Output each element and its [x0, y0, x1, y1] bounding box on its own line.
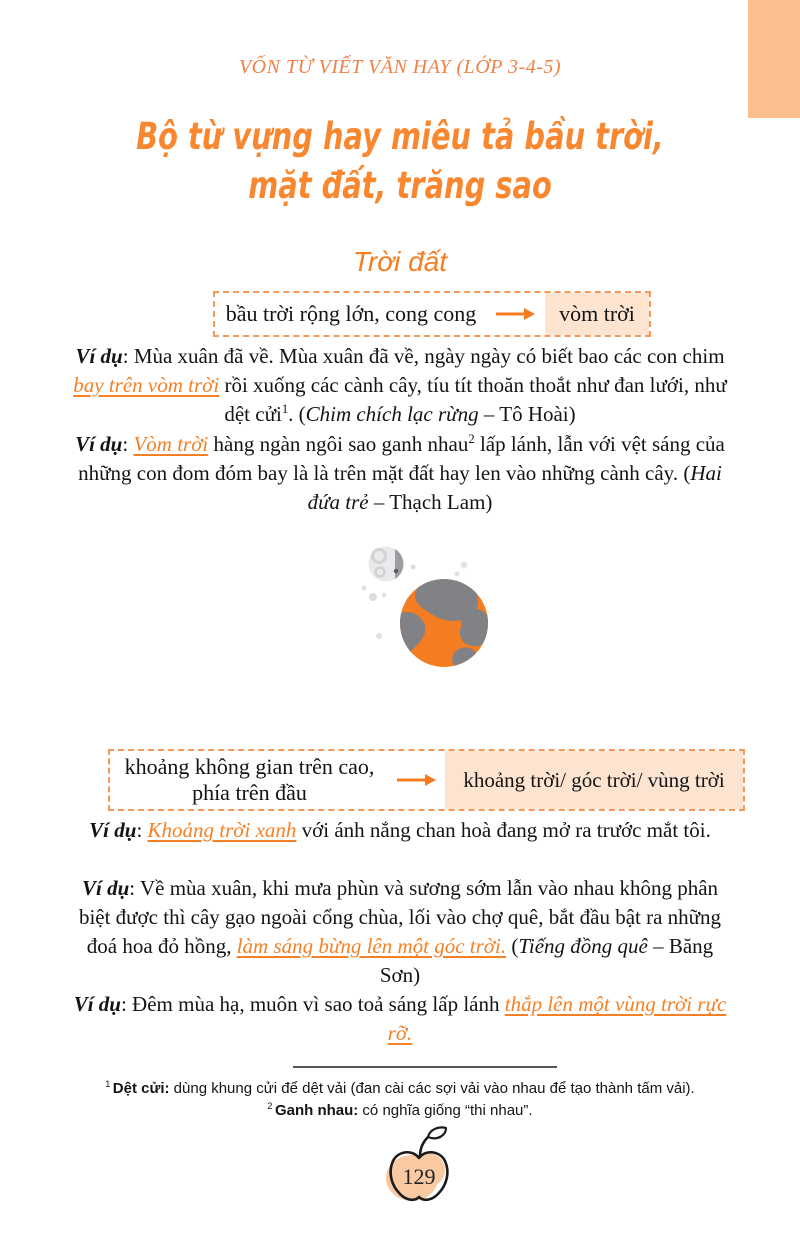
- arrow-cell: [389, 751, 445, 809]
- earth-icon: [382, 574, 493, 671]
- example-paragraph: [70, 990, 730, 1048]
- example-paragraph: [70, 816, 730, 845]
- text-segment: (: [506, 934, 519, 958]
- text-segment: . (: [288, 402, 306, 426]
- footnote: [40, 1100, 760, 1122]
- vocab-meaning: [215, 293, 487, 335]
- text-segment: có nghĩa giống “thi nhau”.: [358, 1102, 533, 1119]
- vocab-result: vòm trời: [545, 293, 649, 335]
- text-segment: : Mùa xuân đã về. Mùa xuân đã về, ngày ngày có biết bao các con chim: [122, 344, 725, 368]
- text-segment: Ganh nhau:: [274, 1102, 359, 1119]
- text-segment: – Tô Hoài): [478, 402, 576, 426]
- vocab-meaning-line: bầu trời rộng lớn, cong cong: [225, 301, 477, 326]
- text-segment: rồi xuống các cành cây, tíu tít thoăn thoắt như đan lưới, như dệt cửi: [219, 373, 727, 426]
- earth-and-moon-illustration: [330, 525, 530, 700]
- vocab-meaning-line: khoảng không gian trên cao,: [124, 754, 375, 779]
- vocab-meaning-line: phía trên đầu: [192, 780, 307, 805]
- text-segment: 2: [267, 1101, 275, 1111]
- text-segment: Ví dụ: [89, 818, 137, 842]
- text-segment: Ví dụ: [75, 432, 123, 456]
- arrow-cell: [487, 293, 545, 335]
- text-segment: dùng khung cửi để dệt vải (đan cài các sợi vải vào nhau để tạo thành tấm vải).: [169, 1080, 695, 1097]
- text-segment: – Băng Sơn): [379, 934, 714, 987]
- example-paragraph: [70, 430, 730, 517]
- page-number: 129: [402, 1164, 436, 1189]
- moon-icon: [369, 543, 408, 587]
- example-paragraph: [70, 342, 730, 429]
- vocab-phrase-link: Khoảng trời xanh: [147, 818, 297, 842]
- page-title: [0, 112, 800, 210]
- vocab-phrase-link: làm sáng bừng lên một góc trời.: [236, 934, 507, 958]
- vocab-phrase-link: bay trên vòm trời: [73, 373, 220, 397]
- text-segment: Ví dụ: [75, 344, 123, 368]
- text-segment: Chim chích lạc rừng: [305, 402, 479, 426]
- page-title-line-1: Bộ từ vựng hay miêu tả bầu trời,: [136, 115, 664, 158]
- text-segment: Hai đứa trẻ: [307, 461, 722, 514]
- right-arrow-icon: [396, 772, 438, 788]
- series-header: VỐN TỪ VIẾT VĂN HAY (LỚP 3-4-5): [238, 56, 562, 78]
- page-number-badge: [374, 1126, 464, 1214]
- vocab-phrase-link: Vòm trời: [133, 432, 209, 456]
- text-segment: – Thạch Lam): [368, 490, 493, 514]
- text-segment: Ví dụ: [81, 876, 130, 900]
- vocab-result: khoảng trời/ góc trời/ vùng trời: [445, 751, 743, 809]
- text-segment: : Về mùa xuân, khi mưa phùn và sương sớm lẫn vào nhau không phân biệt được thì cây gạo ngoài cổng chùa, lối vào chợ quê, bắt đầu bật ra những đoá hoa đỏ hồng,: [78, 876, 722, 958]
- text-segment: :: [122, 432, 134, 456]
- text-segment: lấp lánh, lẫn với vệt sáng của những con đom đóm bay là là trên mặt đất hay len vào những cành cây. (: [78, 432, 725, 485]
- text-segment: Dệt cửi:: [112, 1080, 170, 1097]
- vocab-phrase-link: thắp lên một vùng trời rực rỡ.: [387, 992, 727, 1045]
- footnote: [40, 1078, 760, 1100]
- page-title-line-2: mặt đất, trăng sao: [248, 164, 552, 207]
- section-heading: Trời đất: [352, 246, 448, 277]
- vocab-box-khoang-troi: [108, 749, 745, 811]
- text-segment: :: [136, 818, 148, 842]
- text-segment: Ví dụ: [73, 992, 121, 1016]
- vocab-box-vom-troi: [213, 291, 651, 337]
- text-segment: 1: [105, 1079, 113, 1089]
- vocab-meaning: [110, 751, 389, 809]
- right-arrow-icon: [495, 306, 537, 322]
- text-segment: hàng ngàn ngôi sao ganh nhau: [208, 432, 469, 456]
- text-segment: Tiếng đồng quê: [518, 934, 648, 958]
- text-segment: : Đêm mùa hạ, muôn vì sao toả sáng lấp lánh: [120, 992, 505, 1016]
- footnotes: [40, 1078, 760, 1122]
- text-segment: 1: [281, 402, 289, 416]
- text-segment: 2: [468, 432, 475, 446]
- text-segment: với ánh nắng chan hoà đang mở ra trước mắt tôi.: [296, 818, 711, 842]
- example-paragraph: [70, 874, 730, 990]
- footnote-divider: [293, 1066, 557, 1068]
